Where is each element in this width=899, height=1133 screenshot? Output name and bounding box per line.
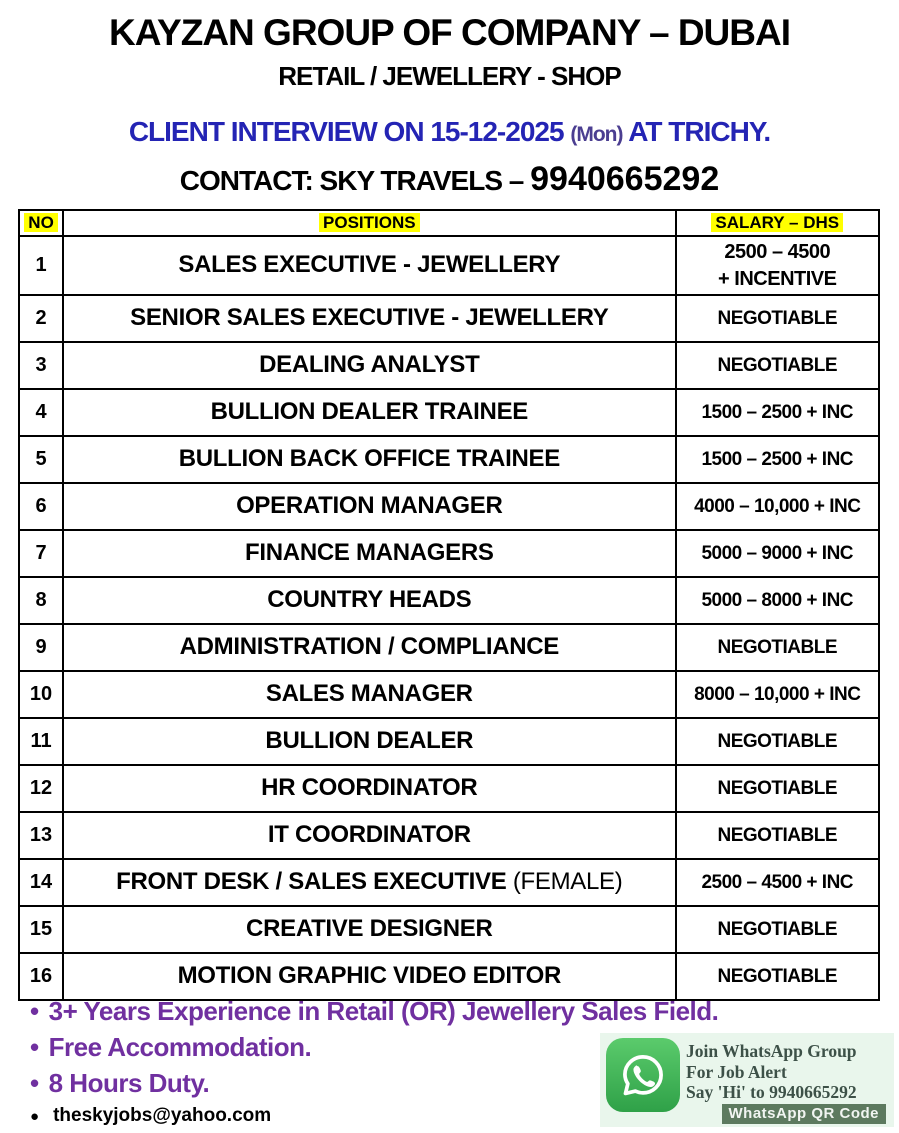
positions-table	[18, 209, 880, 1001]
salary-value: NEGOTIABLE	[676, 906, 879, 953]
salary-value: 5000 – 9000 + INC	[676, 530, 879, 577]
note-text: 3+ Years Experience in Retail (OR) Jewellery Sales Field.	[48, 996, 719, 1026]
salary-value: 4000 – 10,000 + INC	[676, 483, 879, 530]
table-row	[19, 671, 879, 718]
position-name: ADMINISTRATION / COMPLIANCE	[63, 624, 675, 671]
row-number: 9	[19, 624, 63, 671]
position-suffix: (FEMALE)	[506, 868, 623, 896]
note-bullet	[30, 993, 719, 1029]
row-number: 10	[19, 671, 63, 718]
position-name: DEALING ANALYST	[63, 342, 675, 389]
row-number: 11	[19, 718, 63, 765]
position-name: MOTION GRAPHIC VIDEO EDITOR	[63, 953, 675, 1000]
bullet-dot-icon: •	[30, 1068, 39, 1098]
note-bullet	[30, 1065, 670, 1101]
position-name: IT COORDINATOR	[63, 812, 675, 859]
company-title: KAYZAN GROUP OF COMPANY – DUBAI	[109, 12, 790, 53]
table-row	[19, 436, 879, 483]
row-number: 4	[19, 389, 63, 436]
flyer-header	[0, 0, 899, 199]
interview-day: (Mon)	[570, 122, 623, 146]
note-text: Free Accommodation.	[48, 1032, 312, 1062]
row-number: 2	[19, 295, 63, 342]
position-name: OPERATION MANAGER	[63, 483, 675, 530]
email-text: theskyjobs@yahoo.com	[53, 1105, 272, 1126]
row-number: 7	[19, 530, 63, 577]
row-number: 12	[19, 765, 63, 812]
whatsapp-panel	[600, 1033, 894, 1127]
salary-value: 8000 – 10,000 + INC	[676, 671, 879, 718]
row-number: 3	[19, 342, 63, 389]
table-row	[19, 577, 879, 624]
table-row	[19, 624, 879, 671]
whatsapp-icon	[606, 1038, 680, 1112]
salary-value: 5000 – 8000 + INC	[676, 577, 879, 624]
position-name: BULLION BACK OFFICE TRAINEE	[63, 436, 675, 483]
salary-value: 1500 – 2500 + INC	[676, 389, 879, 436]
row-number: 1	[19, 236, 63, 295]
positions-table-body	[19, 236, 879, 1000]
header-positions	[63, 210, 675, 236]
whatsapp-line1: Join WhatsApp Group	[686, 1041, 857, 1061]
salary-value: 2500 – 4500 + INC	[676, 859, 879, 906]
salary-value: NEGOTIABLE	[676, 718, 879, 765]
row-number: 13	[19, 812, 63, 859]
whatsapp-text	[686, 1033, 857, 1103]
table-row	[19, 765, 879, 812]
salary-value: NEGOTIABLE	[676, 765, 879, 812]
position-name: COUNTRY HEADS	[63, 577, 675, 624]
contact-label: CONTACT: SKY TRAVELS –	[179, 164, 524, 196]
salary-value: 1500 – 2500 + INC	[676, 436, 879, 483]
contact-phone: 9940665292	[530, 159, 720, 198]
row-number: 6	[19, 483, 63, 530]
position-name: BULLION DEALER TRAINEE	[63, 389, 675, 436]
bullet-dot-icon: ●	[30, 1108, 40, 1125]
position-name: SENIOR SALES EXECUTIVE - JEWELLERY	[63, 295, 675, 342]
position-name: CREATIVE DESIGNER	[63, 906, 675, 953]
row-number: 14	[19, 859, 63, 906]
header-no-label: NO	[24, 213, 58, 232]
salary-value: NEGOTIABLE	[676, 342, 879, 389]
table-row	[19, 236, 879, 295]
row-number: 15	[19, 906, 63, 953]
salary-value: NEGOTIABLE	[676, 812, 879, 859]
table-row	[19, 295, 879, 342]
salary-value: NEGOTIABLE	[676, 953, 879, 1000]
header-salary	[676, 210, 879, 236]
table-row	[19, 812, 879, 859]
table-row	[19, 530, 879, 577]
note-bullet	[30, 1029, 670, 1065]
position-name: FINANCE MANAGERS	[63, 530, 675, 577]
header-salary-label: SALARY – DHS	[711, 213, 843, 232]
whatsapp-qr-badge: WhatsApp QR Code	[722, 1104, 887, 1124]
table-row	[19, 859, 879, 906]
row-number: 16	[19, 953, 63, 1000]
notes-bullets	[30, 993, 719, 1101]
contact-line	[0, 160, 899, 199]
business-subtitle: RETAIL / JEWELLERY - SHOP	[278, 60, 621, 91]
bullet-dot-icon: •	[30, 1032, 39, 1062]
bullet-dot-icon: •	[30, 996, 39, 1026]
whatsapp-line3: Say 'Hi' to 9940665292	[686, 1082, 857, 1103]
position-name: BULLION DEALER	[63, 718, 675, 765]
interview-date-text: CLIENT INTERVIEW ON 15-12-2025	[128, 115, 564, 147]
notes-section	[30, 993, 719, 1132]
email-line	[30, 1101, 670, 1132]
table-row	[19, 483, 879, 530]
position-name: HR COORDINATOR	[63, 765, 675, 812]
table-header-row	[19, 210, 879, 236]
note-text: 8 Hours Duty.	[48, 1068, 210, 1098]
whatsapp-line2: For Job Alert	[686, 1061, 787, 1082]
interview-location: AT TRICHY.	[628, 115, 771, 147]
row-number: 8	[19, 577, 63, 624]
table-row	[19, 718, 879, 765]
position-name: SALES MANAGER	[63, 671, 675, 718]
position-name: SALES EXECUTIVE - JEWELLERY	[63, 236, 675, 295]
table-row	[19, 906, 879, 953]
whatsapp-icon-glyph	[615, 1047, 671, 1103]
salary-value: NEGOTIABLE	[676, 624, 879, 671]
table-row	[19, 342, 879, 389]
salary-value: NEGOTIABLE	[676, 295, 879, 342]
row-number: 5	[19, 436, 63, 483]
interview-line	[0, 116, 899, 148]
header-no	[19, 210, 63, 236]
position-name: FRONT DESK / SALES EXECUTIVE (FEMALE)	[63, 859, 675, 906]
salary-value: 2500 – 4500 + INCENTIVE	[676, 236, 879, 295]
header-positions-label: POSITIONS	[319, 213, 420, 232]
table-row	[19, 389, 879, 436]
